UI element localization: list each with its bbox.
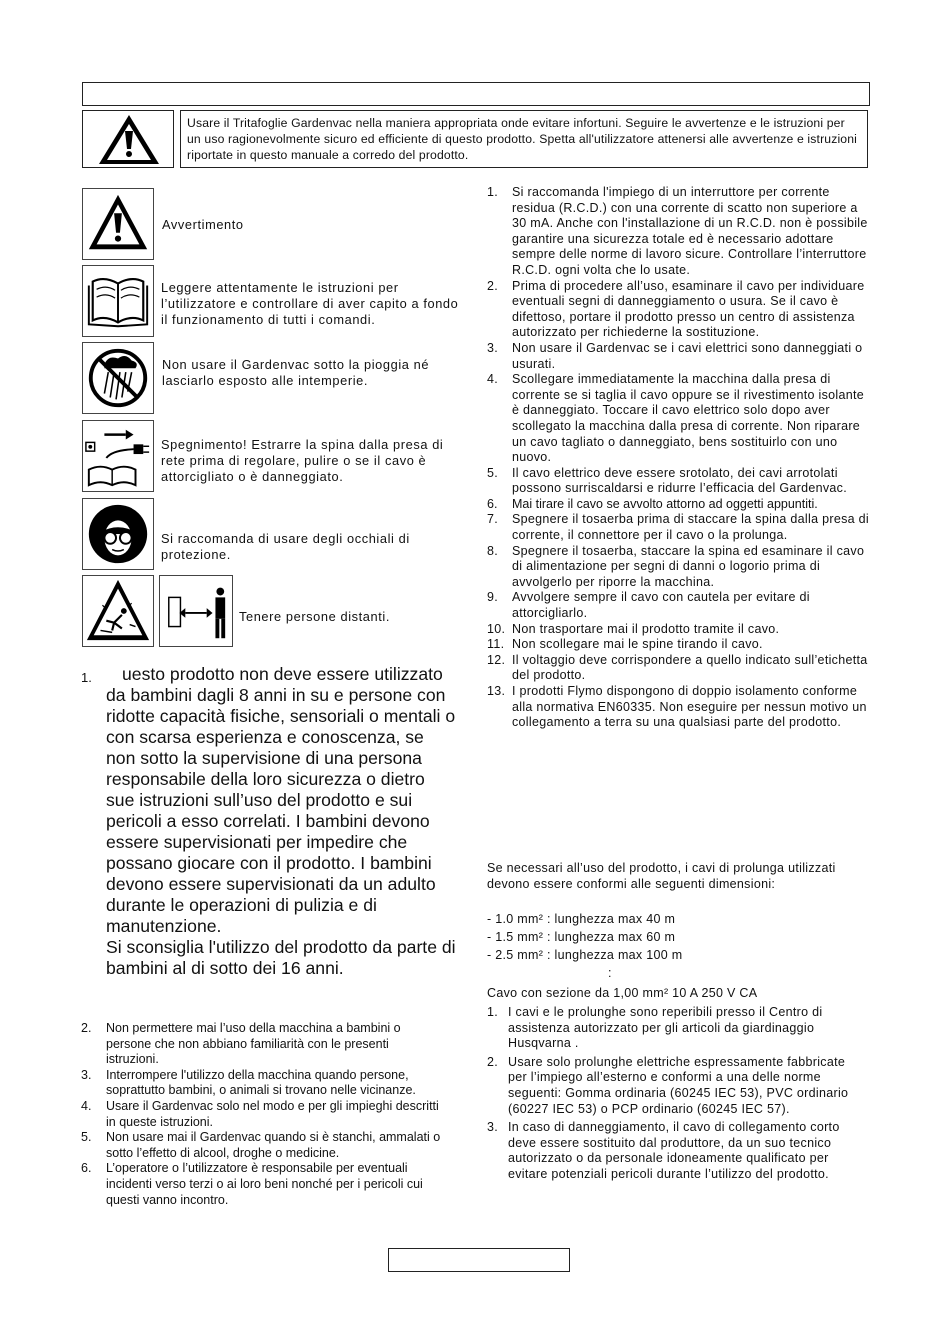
list-item: 12. Il voltaggio deve corrispondere a quello indicato sull’etichetta del prodotto. [487, 652, 868, 683]
list-item: 3. In caso di danneggiamento, il cavo di collegamento corto deve essere sostituito dal produttore, da un suo tecnico autorizzato o da personale idoneamente qualificato per evitare potenziali pericoli durante l’utilizzo del prodotto. [487, 1120, 840, 1181]
list-item: 5. Il cavo elettrico deve essere srotolato, dei cavi arrotolati possono surriscaldarsi e ridurre l’efficacia del Gardenvac. [487, 465, 847, 496]
list-item: 4. Scollegare immediatamente la macchina dalla presa di corrente se si taglia il cavo oppure se il rivestimento isolante è danneggiato. Toccare il cavo elettrico solo dopo aver scollegato la macchina dalla presa di corrente. Non riparare un cavo tagliato o danneggiato, bens sostituirlo con uno nuovo. [487, 372, 864, 465]
list-item: 9. Avvolgere sempre il cavo con cautela per evitare di attorcigliarlo. [487, 590, 810, 621]
extension-size-row: - 1.0 mm² : lunghezza max 40 m [487, 912, 676, 926]
list-item: 2. Usare solo prolunghe elettriche espressamente fabbricate per l’impiego all’esterno e conformi a una delle norme seguenti: Gomma ordinaria (60245 IEC 53), PVC ordinario (60227 IEC 53) o PCP ordinario (60245 IEC 57). [487, 1054, 849, 1116]
list-item: 8. Spegnere il tosaerba, staccare la spina ed esaminare il cavo di alimentazione per segni di danni o logorio prima di avvolgerlo per riporre la macchina. [487, 543, 865, 589]
unplug-icon [82, 420, 154, 492]
section-title-bar [82, 82, 870, 106]
left-item-1-text: uesto prodotto non deve essere utilizzato da bambini dagli 8 anni in su e persone con ridotte capacità fisiche, sensoriali o mentali o con scarsa esperienza e conoscenza, se non sotto la supervisione di una persona responsabile della loro sicurezza o dietro sue istruzioni sull’uso del prodotto e sui pericoli a esso correlati. I bambini devono essere supervisionati per impedire che possano giocare con il prodotto. I bambini devono essere supervisionati da un adulto durante le operazioni di pulizia e di manutenzione. [106, 664, 456, 936]
intro-text: Usare il Tritafoglie Gardenvac nella maniera appropriata onde evitare infortuni. Seguire le avvertenze e le istruzioni per un uso ragionevolmente sicuro ed efficiente di questo prodotto. Spetta all'utilizzatore attenersi alle avvertenze e istruzioni riportate in questo manuale a corredo del prodotto. [180, 110, 868, 168]
list-item: 10. Non trasportare mai il prodotto tramite il cavo. [487, 621, 780, 636]
symbol-label-manual: Leggere attentamente le istruzioni per l’utilizzatore e controllare di aver capito a fondo il funzionamento di tutti i comandi. [161, 280, 459, 327]
symbol-label-eye-protection: Si raccomanda di usare degli occhiali di protezione. [161, 531, 410, 562]
symbol-label-unplug: Spegnimento! Estrarre la spina dalla presa di rete prima di regolare, pulire o se il cavo è attorcigliato o è danneggiato. [161, 437, 444, 484]
left-item-1-text-b: Si sconsiglia l'utilizzo del prodotto da parte di bambini al di sotto dei 16 anni. [106, 937, 456, 978]
list-item: 13. I prodotti Flymo dispongono di doppio isolamento conforme alla normativa EN60335. Non eseguire per nessun motivo un collegamento a terra su una qualsiasi parte del prodotto. [487, 684, 867, 730]
symbol-label-rain: Non usare il Gardenvac sotto la pioggia né lasciarlo esposto alle intemperie. [162, 357, 430, 388]
manual-book-icon [82, 265, 154, 337]
extension-cable-list [487, 1005, 862, 1183]
extension-intro: Se necessari all’uso del prodotto, i cavi di prolunga utilizzati devono essere conformi alle seguenti dimensioni: [487, 861, 836, 891]
electrical-safety-list [487, 185, 869, 731]
extension-sizes [487, 910, 857, 964]
left-item-1 [106, 664, 458, 979]
warning-triangle-icon [82, 110, 174, 168]
extension-colon: : [608, 966, 612, 980]
list-item: 11. Non scollegare mai le spine tirando il cavo. [487, 637, 763, 652]
list-item: 3. Non usare il Gardenvac se i cavi elettrici sono danneggiati o usurati. [487, 340, 863, 371]
left-safety-list [81, 1021, 445, 1208]
list-item: 7. Spegnere il tosaerba prima di staccare la spina dalla presa di corrente, il connettore per il cavo o la prolunga. [487, 512, 869, 543]
cable-spec-line: Cavo con sezione da 1,00 mm² 10 A 250 V CA [487, 986, 758, 1000]
extension-size-row: - 2.5 mm² : lunghezza max 100 m [487, 948, 683, 962]
symbol-label-warning: Avvertimento [162, 217, 244, 232]
keep-distance-icon [159, 575, 233, 647]
list-item: 1. Si raccomanda l'impiego di un interruttore per corrente residua (R.C.D.) con una corrente di scatto non superiore a 30 mA. Anche con l'installazione di un R.C.D. non è possibile garantire una sicurezza totale ed è necessario adottare sempre delle norme di lavoro sicure. Controllare l’interruttore R.C.D. ogni volta che lo usate. [487, 185, 868, 277]
list-item: 6. Mai tirare il cavo se avvolto attorno ad oggetti appuntiti. [487, 496, 818, 511]
thrown-object-hazard-icon [82, 575, 154, 647]
list-item: 2. Non permettere mai l’uso della macchina a bambini o persone che non abbiano familiarità con le presenti istruzioni. [81, 1021, 401, 1067]
no-rain-icon [82, 342, 154, 414]
list-item: 5. Non usare mai il Gardenvac quando si è stanchi, ammalati o sotto l’effetto di alcool, droghe o medicine. [81, 1130, 441, 1160]
extension-size-row: - 1.5 mm² : lunghezza max 60 m [487, 930, 676, 944]
list-item: 1. I cavi e le prolunghe sono reperibili presso il Centro di assistenza autorizzato per gli articoli da giardinaggio Husqvarna . [487, 1005, 823, 1051]
list-item: 4. Usare il Gardenvac solo nel modo e per gli impieghi descritti in queste istruzioni. [81, 1098, 439, 1129]
page-footer-box [388, 1248, 570, 1272]
list-item: 6. L’operatore o l’utilizzatore è responsabile per eventuali incidenti verso terzi o ai loro beni nonché per i pericoli cui questi vanno incontro. [81, 1161, 423, 1207]
left-item-1-number: 1. [81, 670, 92, 685]
warning-triangle-icon [82, 188, 154, 260]
list-item: 2. Prima di procedere all’uso, esaminare il cavo per individuare eventuali segni di danneggiamento o usura. Se il cavo è difettoso, portare il prodotto presso un centro di assistenza autorizzato per richiederne la sostituzione. [487, 278, 865, 340]
symbol-label-keep-distance: Tenere persone distanti. [239, 609, 390, 624]
eye-protection-icon [82, 498, 154, 570]
list-item: 3. Interrompere l'utilizzo della macchina quando persone, soprattutto bambini, o animali si trovano nelle vicinanze. [81, 1067, 416, 1098]
